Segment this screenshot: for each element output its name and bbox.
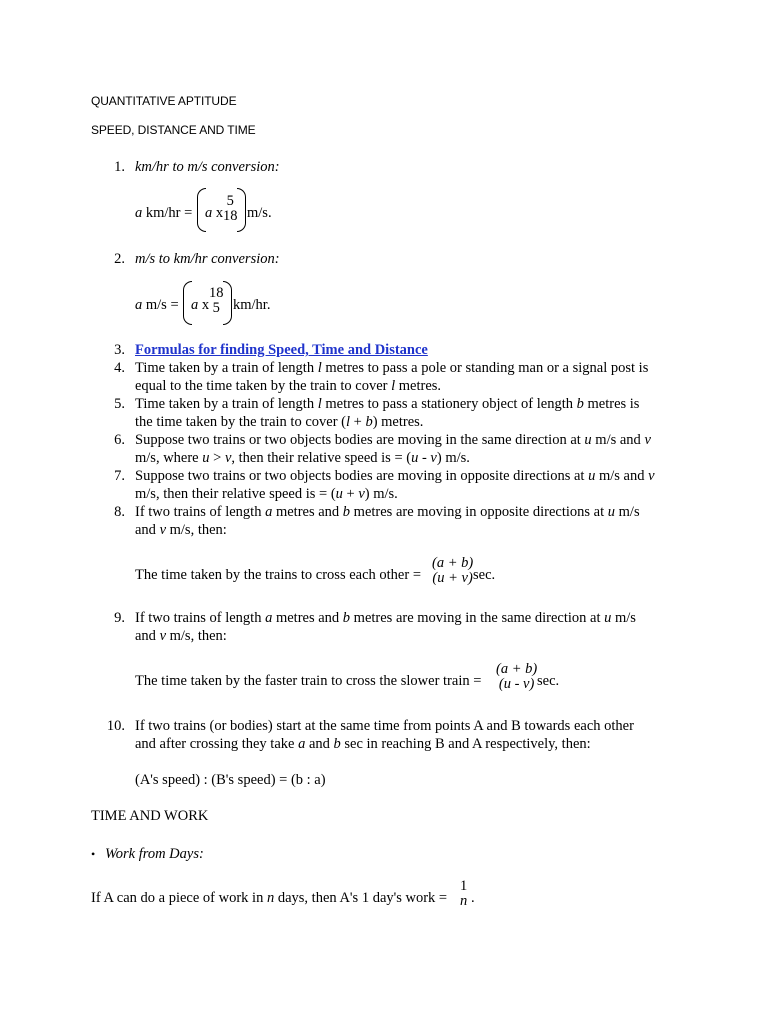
f8-text: The time taken by the trains to cross each other = <box>135 567 421 583</box>
f10-ratio: (A's speed) : (B's speed) = (b : a) <box>135 772 326 788</box>
item-8-line-2: and v m/s, then: <box>135 522 227 538</box>
item-5-line-2: the time taken by the train to cover (l + b) metres. <box>135 414 424 430</box>
item-8-line-1: If two trains of length a metres and b metres are moving in opposite directions at u m/s <box>135 504 640 520</box>
f1-var: a <box>135 205 143 221</box>
f2-var: a <box>135 297 143 313</box>
bullet-icon: • <box>91 847 96 861</box>
item-5-line-1: Time taken by a train of length l metres to pass a stationery object of length b metres is <box>135 396 640 412</box>
item-number-2: 2. <box>114 251 125 267</box>
f2-lhs: m/s = <box>145 297 179 313</box>
fraction-ab-over-uv-diff: (a + b) (u - v) <box>496 661 538 692</box>
formulas-link[interactable]: Formulas for finding Speed, Time and Distance <box>135 342 428 358</box>
item-number-10: 10. <box>106 718 125 734</box>
f2-a: a <box>191 297 199 313</box>
item-6-line-1: Suppose two trains or two objects bodies are moving in the same direction at u m/s and v <box>135 432 651 448</box>
item-7-line-2: m/s, then their relative speed is = (u + v) m/s. <box>135 486 398 502</box>
item-number-8: 8. <box>114 504 125 520</box>
f2-x: x <box>201 297 210 313</box>
fraction-1-over-n: 1 n <box>460 878 468 909</box>
f9-unit: sec. <box>537 673 560 689</box>
f8-unit: sec. <box>473 567 496 583</box>
item-4-line-2: equal to the time taken by the train to cover l metres. <box>135 378 442 394</box>
item-6-line-2: m/s, where u > v, then their relative speed is = (u - v) m/s. <box>135 450 470 466</box>
item-1-text: km/hr to m/s conversion: <box>135 159 280 175</box>
item-10-line-1: If two trains (or bodies) start at the same time from points A and B towards each other <box>135 718 634 734</box>
f1-lhs: km/hr = <box>145 205 193 221</box>
item-number-4: 4. <box>114 360 125 376</box>
fraction-ab-over-uv-sum: (a + b) (u + v) <box>432 555 474 586</box>
item-number-3: 3. <box>114 342 125 358</box>
item-7-line-1: Suppose two trains or two objects bodies are moving in opposite directions at u m/s and v <box>135 468 655 484</box>
f1-unit: m/s. <box>247 205 272 221</box>
f1-x: x <box>215 205 224 221</box>
f2-unit: km/hr. <box>233 297 271 313</box>
f1-den: 18 <box>223 208 238 224</box>
page-title: QUANTITATIVE APTITUDE <box>91 94 237 108</box>
work-from-days-label: Work from Days: <box>105 846 204 862</box>
item-number-9: 9. <box>114 610 125 626</box>
work-line-end: . <box>471 890 475 906</box>
item-number-6: 6. <box>114 432 125 448</box>
f2-den: 5 <box>212 300 220 316</box>
f9-text: The time taken by the faster train to cross the slower train = <box>135 673 482 689</box>
item-number-7: 7. <box>114 468 125 484</box>
f1-num: 5 <box>226 193 234 209</box>
section-heading-time-work: TIME AND WORK <box>91 808 209 824</box>
item-4-line-1: Time taken by a train of length l metres to pass a pole or standing man or a signal post is <box>135 360 649 376</box>
item-9-line-1: If two trains of length a metres and b metres are moving in the same direction at u m/s <box>135 610 636 626</box>
item-9-line-2: and v m/s, then: <box>135 628 227 644</box>
fraction-5-18 <box>223 194 238 224</box>
work-line: If A can do a piece of work in n days, then A's 1 day's work = <box>91 890 448 906</box>
item-number-1: 1. <box>114 159 125 175</box>
right-paren <box>237 188 246 232</box>
fraction-18-5 <box>209 286 224 316</box>
section-heading-speed: SPEED, DISTANCE AND TIME <box>91 123 256 137</box>
item-2-text: m/s to km/hr conversion: <box>135 251 280 267</box>
f1-a: a <box>205 205 213 221</box>
item-10-line-2: and after crossing they take a and b sec in reaching B and A respectively, then: <box>135 736 591 752</box>
item-number-5: 5. <box>114 396 125 412</box>
right-paren <box>223 281 232 325</box>
f2-num: 18 <box>209 285 224 301</box>
